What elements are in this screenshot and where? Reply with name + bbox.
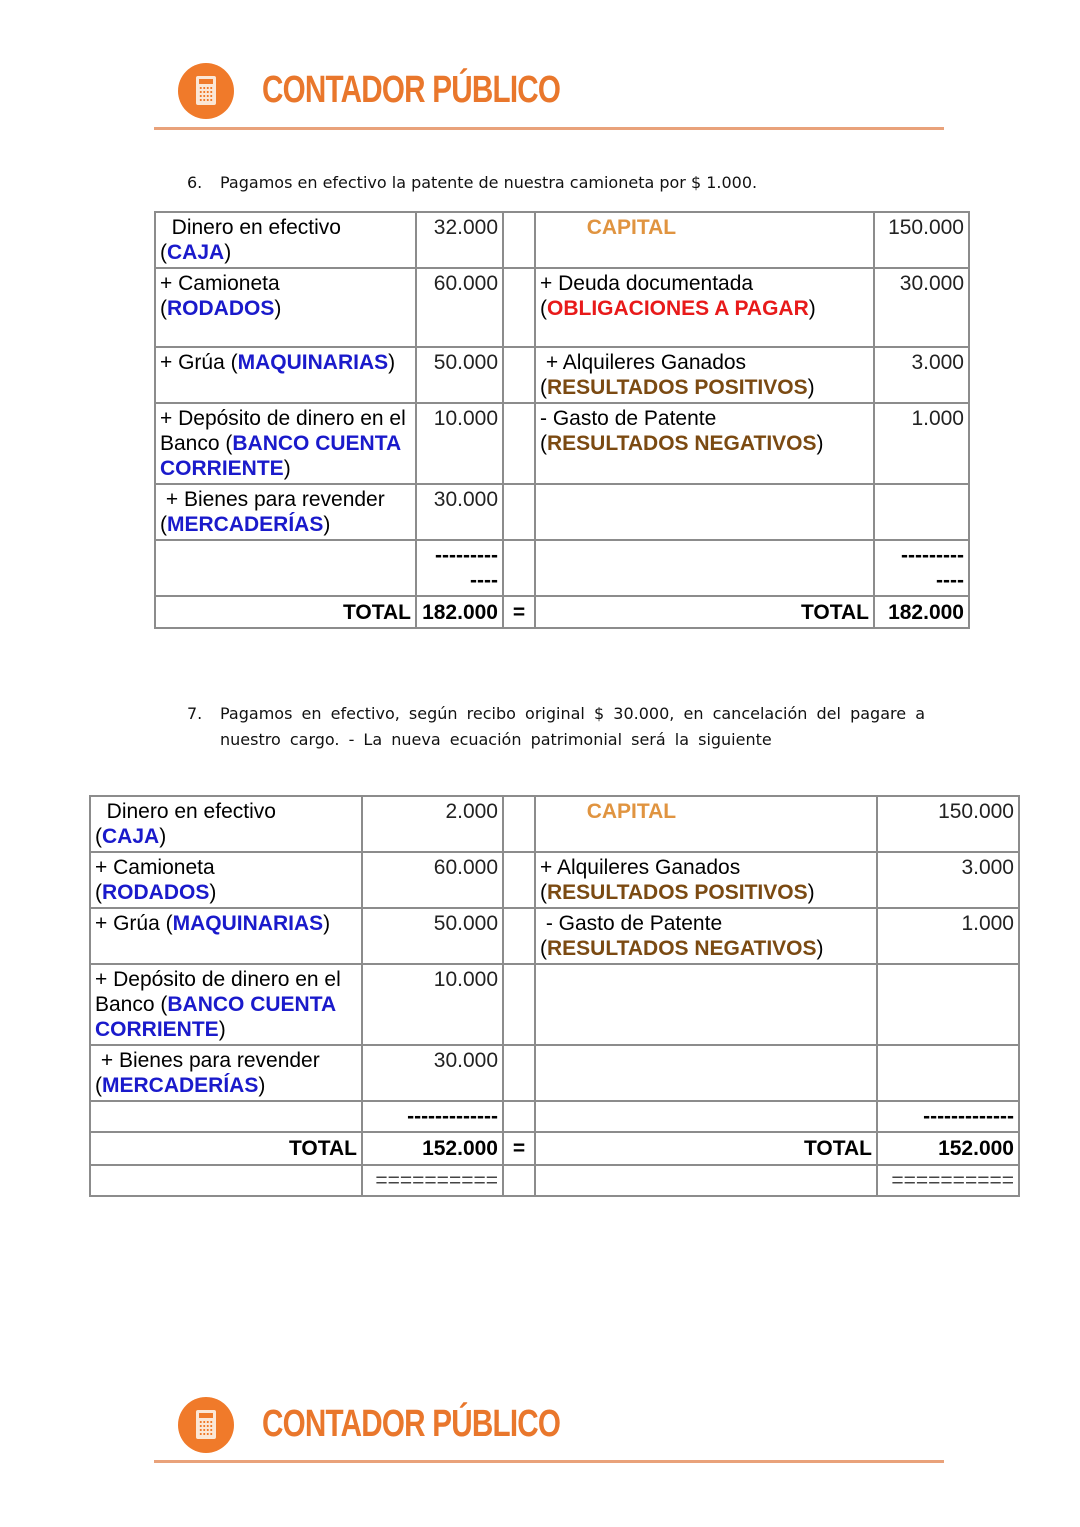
spacer-cell — [503, 908, 535, 964]
asset-cell: + Depósito de dinero en el Banco (BANCO CUENTA CORRIENTE) — [155, 403, 416, 484]
liability-cell: + Deuda documentada (OBLIGACIONES A PAGAR) — [535, 268, 874, 347]
total-label: TOTAL — [155, 596, 416, 628]
table-row — [155, 268, 969, 347]
empty-cell — [90, 1101, 362, 1132]
equals-sign: = — [503, 1132, 535, 1165]
dash-separator: --------- ---- — [874, 540, 969, 596]
asset-value: 30.000 — [416, 484, 503, 540]
asset-cell: + Depósito de dinero en el Banco (BANCO CUENTA CORRIENTE) — [90, 964, 362, 1045]
item-text: Pagamos en efectivo la patente de nuestra camioneta por $ 1.000. — [220, 173, 758, 192]
spacer-cell — [503, 403, 535, 484]
spacer-cell — [503, 212, 535, 268]
item-text: Pagamos en efectivo, según recibo original $ 30.000, en cancelación del pagare a nuestro cargo. - La nueva ecuación patrimonial será la siguiente — [220, 704, 925, 749]
table-row — [155, 484, 969, 540]
spacer-cell — [503, 1045, 535, 1101]
spacer-cell — [503, 964, 535, 1045]
total-assets: 152.000 — [362, 1132, 503, 1165]
total-label: TOTAL — [535, 1132, 877, 1165]
total-liabilities-equity: 182.000 — [874, 596, 969, 628]
equation-table-6 — [154, 211, 970, 629]
subtotal-row — [155, 540, 969, 596]
table-row — [90, 1045, 1019, 1101]
total-liabilities-equity: 152.000 — [877, 1132, 1019, 1165]
asset-cell: Dinero en efectivo (CAJA) — [90, 796, 362, 852]
item-number: 6. — [187, 173, 203, 192]
empty-cell — [535, 484, 874, 540]
asset-cell: + Camioneta (RODADOS) — [155, 268, 416, 347]
total-assets: 182.000 — [416, 596, 503, 628]
asset-value: 10.000 — [362, 964, 503, 1045]
table-row — [90, 796, 1019, 852]
total-label: TOTAL — [90, 1132, 362, 1165]
result-cell: - Gasto de Patente (RESULTADOS NEGATIVOS) — [535, 908, 877, 964]
empty-cell — [877, 1045, 1019, 1101]
subtotal-row — [90, 1101, 1019, 1132]
asset-cell: + Grúa (MAQUINARIAS) — [90, 908, 362, 964]
table-row — [90, 964, 1019, 1045]
result-cell: - Gasto de Patente (RESULTADOS NEGATIVOS) — [535, 403, 874, 484]
brand-title: CONTADOR PÚBLICO — [262, 69, 561, 111]
footer-divider — [154, 1460, 944, 1463]
empty-cell — [535, 964, 877, 1045]
spacer-cell — [503, 796, 535, 852]
empty-cell — [535, 540, 874, 596]
table-row — [90, 908, 1019, 964]
double-underline: ========== — [362, 1165, 503, 1196]
spacer-cell — [503, 852, 535, 908]
footer-brand — [154, 1397, 944, 1467]
result-value: 1.000 — [877, 908, 1019, 964]
spacer-cell — [503, 540, 535, 596]
equity-cell: CAPITAL — [535, 212, 874, 268]
asset-value: 60.000 — [362, 852, 503, 908]
header-brand — [154, 63, 944, 133]
equation-table-7 — [89, 795, 1020, 1197]
calculator-icon — [178, 1397, 234, 1453]
asset-value: 32.000 — [416, 212, 503, 268]
calculator-icon — [178, 63, 234, 119]
dash-separator: ------------- — [877, 1101, 1019, 1132]
item-number: 7. — [187, 704, 203, 723]
asset-value: 50.000 — [362, 908, 503, 964]
table-row — [155, 403, 969, 484]
empty-cell — [877, 964, 1019, 1045]
table-row — [155, 347, 969, 403]
table-row — [155, 212, 969, 268]
result-value: 3.000 — [874, 347, 969, 403]
brand-title: CONTADOR PÚBLICO — [262, 1403, 561, 1445]
table-row — [90, 852, 1019, 908]
spacer-cell — [503, 347, 535, 403]
asset-value: 2.000 — [362, 796, 503, 852]
asset-cell: + Bienes para revender (MERCADERÍAS) — [155, 484, 416, 540]
double-underline-row — [90, 1165, 1019, 1196]
asset-cell: + Grúa (MAQUINARIAS) — [155, 347, 416, 403]
asset-value: 50.000 — [416, 347, 503, 403]
header-divider — [154, 127, 944, 130]
result-cell: + Alquileres Ganados (RESULTADOS POSITIVOS) — [535, 852, 877, 908]
empty-cell — [535, 1165, 877, 1196]
dash-separator: --------- ---- — [416, 540, 503, 596]
empty-cell — [535, 1101, 877, 1132]
empty-cell — [874, 484, 969, 540]
spacer-cell — [503, 1101, 535, 1132]
liability-value: 30.000 — [874, 268, 969, 347]
empty-cell — [535, 1045, 877, 1101]
result-value: 3.000 — [877, 852, 1019, 908]
empty-cell — [155, 540, 416, 596]
spacer-cell — [503, 268, 535, 347]
equals-sign: = — [503, 596, 535, 628]
double-underline: ========== — [877, 1165, 1019, 1196]
asset-value: 10.000 — [416, 403, 503, 484]
spacer-cell — [503, 484, 535, 540]
total-row — [90, 1132, 1019, 1165]
total-label: TOTAL — [535, 596, 874, 628]
empty-cell — [90, 1165, 362, 1196]
equity-value: 150.000 — [874, 212, 969, 268]
asset-cell: + Camioneta (RODADOS) — [90, 852, 362, 908]
result-cell: + Alquileres Ganados (RESULTADOS POSITIVOS) — [535, 347, 874, 403]
asset-cell: + Bienes para revender (MERCADERÍAS) — [90, 1045, 362, 1101]
equity-value: 150.000 — [877, 796, 1019, 852]
total-row — [155, 596, 969, 628]
asset-cell: Dinero en efectivo (CAJA) — [155, 212, 416, 268]
asset-value: 60.000 — [416, 268, 503, 347]
spacer-cell — [503, 1165, 535, 1196]
dash-separator: ------------- — [362, 1101, 503, 1132]
result-value: 1.000 — [874, 403, 969, 484]
equity-cell: CAPITAL — [535, 796, 877, 852]
asset-value: 30.000 — [362, 1045, 503, 1101]
